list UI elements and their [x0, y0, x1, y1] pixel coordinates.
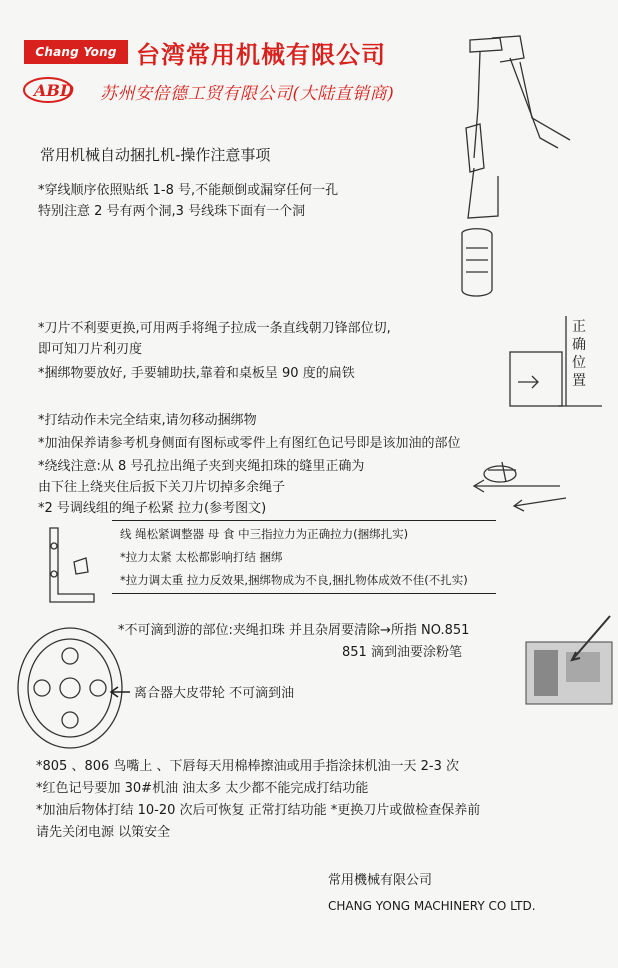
- tension-line2: *拉力太紧 太松都影响打结 捆绑: [120, 550, 283, 564]
- section4-line4: 请先关闭电源 以策安全: [36, 825, 171, 840]
- section3-line1: *打结动作未完全结束,请勿移动捆绑物: [38, 413, 257, 428]
- section3-line3: *绕线注意:从 8 号孔拉出绳子夹到夹绳扣珠的缝里正确为: [38, 459, 365, 474]
- no-oil-line2: 851 滴到油要涂粉笔: [342, 645, 462, 660]
- tension-line3: *拉力调太重 拉力反效果,捆绑物成为不良,捆扎物体成效不佳(不扎实): [120, 573, 468, 587]
- clutch-pulley-label: 离合器大皮带轮 不可滴到油: [134, 686, 295, 701]
- tension-line1: 线 绳松紧调整器 母 食 中三指拉力为正确拉力(捆绑扎实): [120, 527, 409, 541]
- section2-line2: 即可知刀片利刃度: [38, 342, 143, 357]
- correct-position-label: 正确位置: [572, 319, 586, 389]
- company-title: 台湾常用机械有限公司: [136, 41, 386, 69]
- section3-line5: *2 号调线组的绳子松紧 拉力(参考图文): [38, 501, 267, 516]
- distributor-line: 苏州安倍德工贸有限公司(大陆直销商): [100, 84, 395, 104]
- section2-line3: *捆绑物要放好, 手要辅助扶,靠着和桌板呈 90 度的扁铁: [38, 366, 355, 381]
- footer-company-en: CHANG YONG MACHINERY CO LTD.: [328, 899, 536, 913]
- arrow-left-icon: [108, 686, 132, 698]
- section1-line2: 特别注意 2 号有两个洞,3 号线珠下面有一个洞: [38, 204, 306, 219]
- footer-company-cn: 常用機械有限公司: [328, 873, 433, 888]
- section2-line1: *刀片不利要更换,可用两手将绳子拉成一条直线朝刀锋部位切,: [38, 321, 391, 336]
- machine-sketch-icon: [440, 28, 600, 308]
- section1-line1: *穿线顺序依照贴纸 1-8 号,不能颠倒或漏穿任何一孔: [38, 183, 339, 198]
- no-oil-line1: *不可滴到游的部位:夹绳扣珠 并且杂屑要清除→所指 NO.851: [118, 623, 470, 638]
- section3-line4: 由下往上绕夹住后扳下关刀片切掉多余绳子: [38, 480, 286, 495]
- knot-winding-sketch-icon: [470, 448, 570, 518]
- section4-line2: *红色记号要加 30#机油 油太多 太少都不能完成打结功能: [36, 781, 369, 796]
- abd-logo-icon: [22, 76, 96, 104]
- correct-position-sketch-icon: [504, 310, 604, 410]
- svg-text:ABD: ABD: [34, 81, 74, 100]
- chang-yong-logo: Chang Yong: [24, 40, 128, 64]
- document-title: 常用机械自动捆扎机-操作注意事项: [40, 146, 271, 164]
- section4-line3: *加油后物体打结 10-20 次后可恢复 正常打结功能 *更换刀片或做检查保养前: [36, 803, 481, 818]
- section4-line1: *805 、806 鸟嘴上 、下唇每天用棉棒擦油或用手指涂抹机油一天 2-3 次: [36, 759, 460, 774]
- part-851-sketch-icon: [520, 612, 616, 708]
- section3-line2: *加油保养请参考机身侧面有图标或零件上有图红色记号即是该加油的部位: [38, 436, 461, 451]
- tension-bracket-sketch-icon: [40, 522, 110, 612]
